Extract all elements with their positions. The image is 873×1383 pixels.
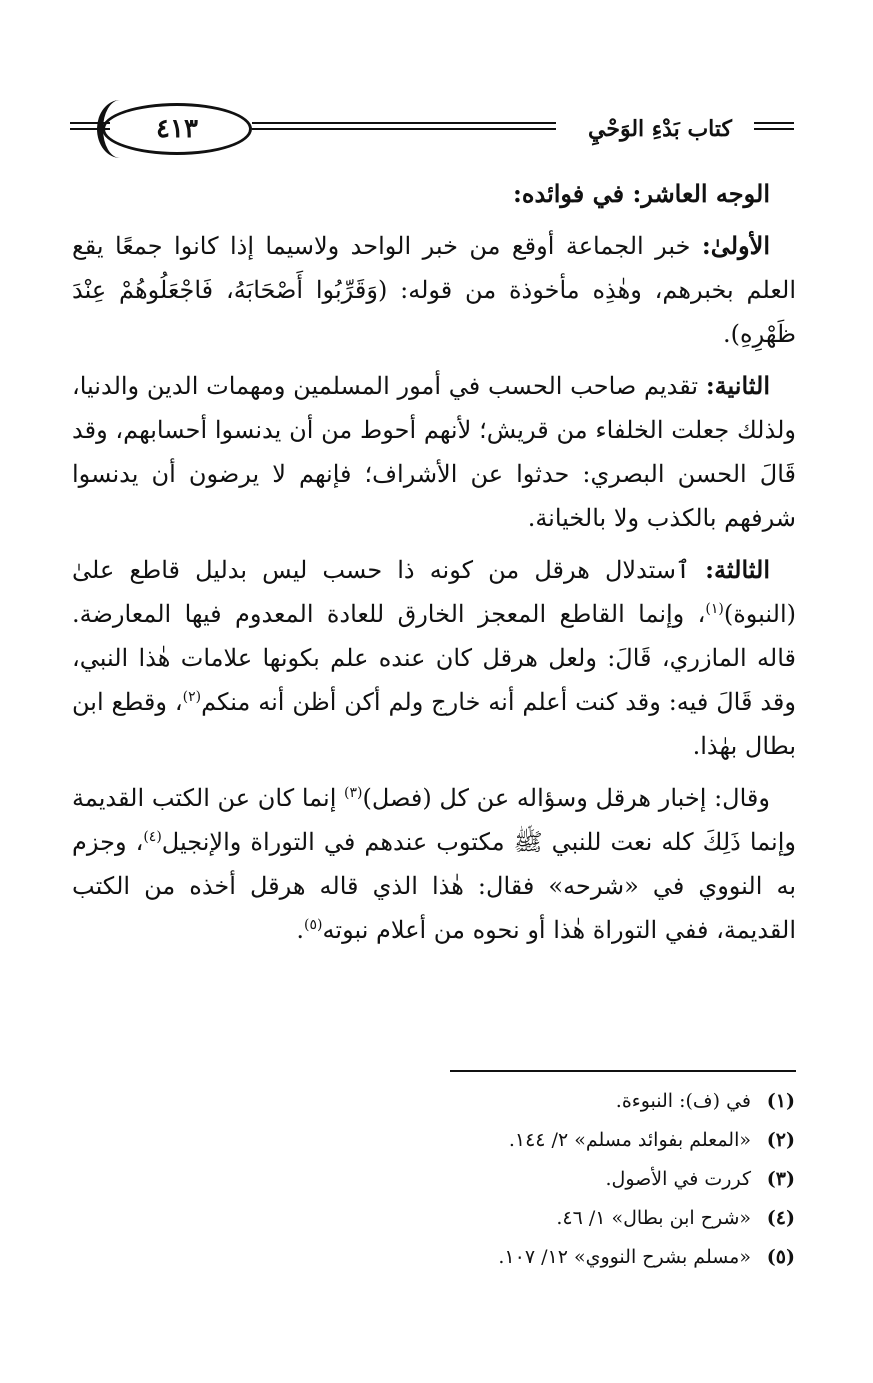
- paragraph-lead: الثانية:: [705, 371, 770, 400]
- footnote-ref[interactable]: (١): [705, 601, 724, 617]
- header-rule-right-2: [754, 128, 794, 130]
- footnote-number: (١): [766, 1090, 795, 1112]
- paragraph-text: خبر الجماعة أوقع من خبر الواحد ولاسيما إذا كانوا جمعًا يقع العلم بخبرهم، وهٰذِه مأخوذة من قوله: (وَقَرِّبُوا أَصْحَابَهُ، فَاجْعَلُوهُمْ عِنْدَ ظَهْرِهِ).: [72, 232, 796, 348]
- paragraph-text: ، وقطع ابن بطال بهٰذا.: [72, 688, 796, 760]
- paragraph-second: [72, 364, 796, 540]
- page-number-badge: [102, 103, 252, 155]
- header-rule-middle: [252, 122, 556, 124]
- footnote-item: [95, 1121, 795, 1160]
- footnote-number: (٣): [766, 1168, 795, 1190]
- header-rule-middle-2: [252, 128, 556, 130]
- paragraph-text: ، وإنما القاطع المعجز الخارق للعادة المعدوم فيها المعارضة. قاله المازري، قَالَ: ولعل هرقل كان عنده علم بكونها علامات هٰذا النبي، وقد قَالَ فيه: وقد كنت أعلم أنه خارج ولم أكن أظن أنه منكم: [72, 600, 796, 716]
- footnote-number: (٥): [766, 1246, 795, 1268]
- footnote-text: «شرح ابن بطال» ١/ ٤٦.: [556, 1207, 751, 1229]
- footnote-item: [95, 1160, 795, 1199]
- paragraph-text: إنما كان عن الكتب القديمة وإنما ذَلِكَ كله نعت للنبي ﷺ مكتوب عندهم في التوراة والإنجيل: [72, 784, 796, 856]
- paragraph-third: [72, 548, 796, 768]
- footnote-separator: [450, 1070, 796, 1072]
- footnote-text: «مسلم بشرح النووي» ١٢/ ١٠٧.: [498, 1246, 751, 1268]
- footnotes: [95, 1082, 795, 1277]
- section-heading: الوجه العاشر: في فوائده:: [513, 179, 770, 208]
- footnote-text: كررت في الأصول.: [605, 1168, 751, 1190]
- footnote-item: [95, 1082, 795, 1121]
- paragraph-text: .: [296, 916, 305, 944]
- page-number: ٤١٣: [156, 114, 198, 144]
- footnote-item: [95, 1238, 795, 1277]
- footnote-number: (٢): [766, 1129, 795, 1151]
- header-rule-right: [754, 122, 794, 124]
- paragraph-first: [72, 224, 796, 356]
- footnote-number: (٤): [766, 1207, 795, 1229]
- paragraph-lead: الأولىٰ:: [701, 231, 770, 260]
- footnote-item: [95, 1199, 795, 1238]
- paragraph-text: وقال: إخبار هرقل وسؤاله عن كل (فصل): [362, 784, 770, 812]
- paragraph-text: ، وجزم به النووي في «شرحه» فقال: هٰذا الذي قاله هرقل أخذه من الكتب القديمة، ففي التوراة هٰذا أو نحوه من أعلام نبوته: [72, 828, 796, 944]
- paragraph-fourth: [72, 776, 796, 952]
- footnote-ref[interactable]: (٣): [344, 785, 363, 801]
- page-header: [70, 100, 794, 160]
- footnote-ref[interactable]: (٤): [143, 829, 162, 845]
- footnote-text: «المعلم بفوائد مسلم» ٢/ ١٤٤.: [508, 1129, 751, 1151]
- paragraph-text: تقديم صاحب الحسب في أمور المسلمين ومهمات الدين والدنيا، ولذلك جعلت الخلفاء من قريش؛ لأنهم أحوط من أن يدنسوا أحسابهم، وقد قَالَ الحسن البصري: حدثوا عن الأشراف؛ فإنهم لا يرضون أن يدنسوا شرفهم بالكذب ولا بالخيانة.: [72, 372, 796, 532]
- chapter-title: كتاب بَدْءِ الوَحْيِ: [588, 116, 732, 142]
- footnote-ref[interactable]: (٢): [182, 689, 202, 705]
- footnote-ref[interactable]: (٥): [304, 917, 323, 933]
- paragraph-lead: الثالثة:: [705, 555, 770, 584]
- footnote-text: في (ف): النبوءة.: [615, 1090, 751, 1112]
- main-text: [72, 172, 796, 960]
- paragraph-text: ٱستدلال هرقل من كونه ذا حسب ليس بدليل قاطع علىٰ (النبوة): [72, 556, 796, 628]
